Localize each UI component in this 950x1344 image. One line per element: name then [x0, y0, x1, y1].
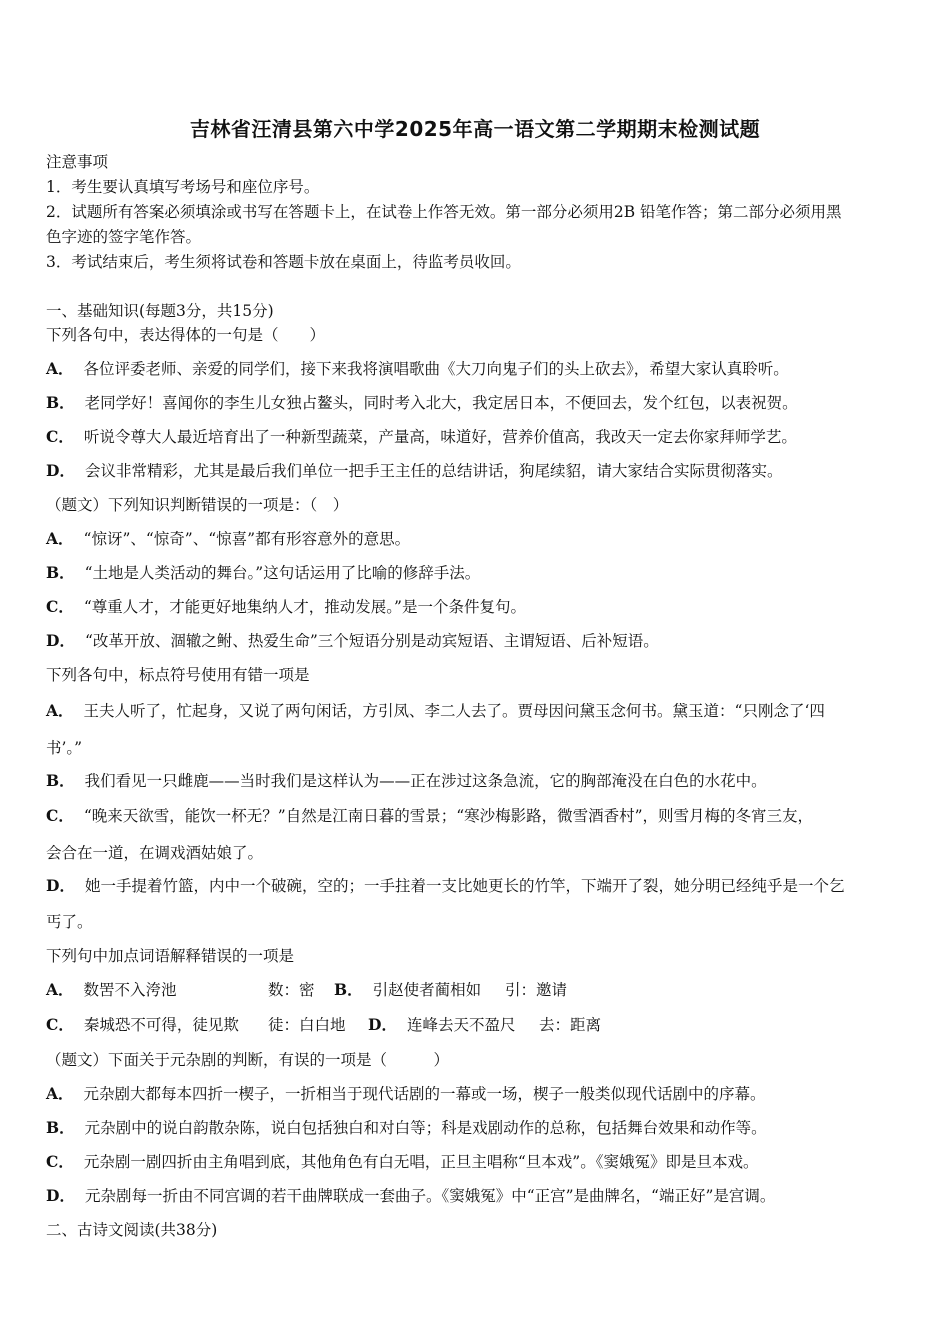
option-text: 听说令尊大人最近培育出了一种新型蔬菜，产量高，味道好，营养价值高，我改天一定去你家拜师学艺。	[83, 428, 797, 446]
option-d	[368, 1015, 515, 1035]
option-c	[46, 1015, 239, 1035]
option-text: 老同学好！喜闻你的李生儿女独占鳌头，同时考入北大，我定居日本，不便回去，发个红包，以表祝贺。	[84, 394, 798, 412]
option-continuation: 丐了。	[46, 913, 93, 931]
option-a	[46, 701, 825, 721]
option-text: “尊重人才，才能更好地集纳人才，推动发展。”是一个条件复句。	[83, 598, 526, 616]
notice-item: 1．考生要认真填写考场号和座位序号。	[46, 178, 320, 196]
option-text: “惊讶”、“惊奇”、“惊喜”都有形容意外的意思。	[83, 530, 411, 548]
option-label: D．	[46, 876, 75, 895]
option-text: 元杂剧每一折由不同宫调的若干曲牌联成一套曲子。《窦娥冤》中“正宫”是曲牌名，“端正好”是宫调。	[84, 1187, 776, 1205]
option-label: A．	[46, 980, 74, 999]
option-d	[46, 461, 782, 481]
option-c	[46, 806, 813, 826]
option-label: C．	[46, 1152, 74, 1171]
option-label: A．	[46, 1084, 74, 1103]
notice-item: 色字迹的签字笔作答。	[46, 228, 202, 246]
option-label: B．	[46, 1118, 75, 1137]
option-b	[334, 980, 481, 1000]
option-c	[46, 427, 797, 447]
option-text: 数罟不入洿池	[83, 981, 177, 999]
option-label: D．	[46, 461, 75, 480]
option-label: C．	[46, 1015, 74, 1034]
option-label: A．	[46, 529, 74, 548]
option-text: 王夫人听了，忙起身，又说了两句闲话，方引凤、李二人去了。贾母因问黛玉念何书。黛玉道：“只刚念了‘四	[83, 702, 825, 720]
question-stem: 下列各句中，标点符号使用有错一项是	[46, 666, 310, 684]
option-text: 元杂剧大都每本四折一楔子，一折相当于现代话剧的一幕或一场，楔子一般类似现代话剧中的序幕。	[83, 1085, 766, 1103]
option-b	[46, 563, 480, 583]
option-label: C．	[46, 806, 74, 825]
question-stem: （题文）下面关于元杂剧的判断，有误的一项是（ ）	[46, 1051, 450, 1069]
option-b	[46, 771, 767, 791]
option-label: B．	[46, 563, 75, 582]
option-b	[46, 393, 798, 413]
option-a	[46, 980, 177, 1000]
option-gloss: 去：距离	[539, 1016, 602, 1034]
option-a	[46, 529, 410, 549]
notice-item: 2．试题所有答案必须填涂或书写在答题卡上，在试卷上作答无效。第一部分必须用2B 铅笔作答；第二部分必须用黑	[46, 203, 842, 221]
option-label: D．	[368, 1015, 397, 1034]
option-label: D．	[46, 1186, 75, 1205]
option-d	[46, 876, 844, 896]
option-text: 引赵使者蔺相如	[372, 981, 482, 999]
question-stem: 下列句中加点词语解释错误的一项是	[46, 947, 295, 965]
option-d	[46, 631, 659, 651]
option-text: 各位评委老师、亲爱的同学们，接下来我将演唱歌曲《大刀向鬼子们的头上砍去》，希望大家认真聆听。	[83, 360, 789, 378]
option-label: B．	[334, 980, 363, 999]
option-gloss: 数：密	[268, 981, 315, 999]
option-label: B．	[46, 771, 75, 790]
option-d	[46, 1186, 775, 1206]
option-label: A．	[46, 359, 74, 378]
option-text: 连峰去天不盈尺	[406, 1016, 516, 1034]
option-gloss: 徒：白白地	[268, 1016, 346, 1034]
option-gloss: 引：邀请	[505, 981, 568, 999]
option-label: B．	[46, 393, 75, 412]
option-text: “土地是人类活动的舞台。”这句话运用了比喻的修辞手法。	[84, 564, 481, 582]
question-stem: 下列各句中，表达得体的一句是（ ）	[46, 326, 326, 344]
option-continuation: 会合在一道，在调戏酒姑娘了。	[46, 844, 264, 862]
option-a	[46, 359, 789, 379]
option-text: 她一手提着竹篮，内中一个破碗，空的；一手拄着一支比她更长的竹竿，下端开了裂，她分明已经纯乎是一个乞	[84, 877, 845, 895]
option-text: 我们看见一只雌鹿——当时我们是这样认为——正在涉过这条急流，它的胸部淹没在白色的水花中。	[84, 772, 767, 790]
option-text: 秦城恐不可得，徒见欺	[83, 1016, 239, 1034]
option-text: “改革开放、涸辙之鲋、热爱生命”三个短语分别是动宾短语、主谓短语、后补短语。	[84, 632, 659, 650]
option-text: 元杂剧一剧四折由主角唱到底，其他角色有白无唱，正旦主唱称“旦本戏”。《窦娥冤》即是旦本戏。	[83, 1153, 759, 1171]
page-title: 吉林省汪清县第六中学2025年高一语文第二学期期末检测试题	[189, 117, 761, 141]
notice-item: 3．考试结束后，考生须将试卷和答题卡放在桌面上，待监考员收回。	[46, 253, 521, 271]
option-text: 会议非常精彩，尤其是最后我们单位一把手王主任的总结讲话，狗尾续貂，请大家结合实际贯彻落实。	[84, 462, 783, 480]
question-stem: （题文）下列知识判断错误的一项是：（ ）	[46, 496, 349, 514]
option-text: “晚来天欲雪，能饮一杯无？”自然是江南日暮的雪景；“寒沙梅影路，微雪酒香村”，则雪月梅的冬宵三友，	[83, 807, 814, 825]
option-label: A．	[46, 701, 74, 720]
option-continuation: 书’。”	[46, 739, 83, 757]
option-label: C．	[46, 427, 74, 446]
section-heading: 二、古诗文阅读(共38分)	[46, 1221, 218, 1239]
notice-heading: 注意事项	[46, 153, 109, 171]
option-a	[46, 1084, 766, 1104]
option-label: C．	[46, 597, 74, 616]
option-c	[46, 1152, 758, 1172]
option-c	[46, 597, 526, 617]
option-b	[46, 1118, 767, 1138]
section-heading: 一、基础知识(每题3分，共15分)	[46, 302, 274, 320]
option-label: D．	[46, 631, 75, 650]
option-text: 元杂剧中的说白韵散杂陈，说白包括独白和对白等；科是戏剧动作的总称，包括舞台效果和动作等。	[84, 1119, 767, 1137]
